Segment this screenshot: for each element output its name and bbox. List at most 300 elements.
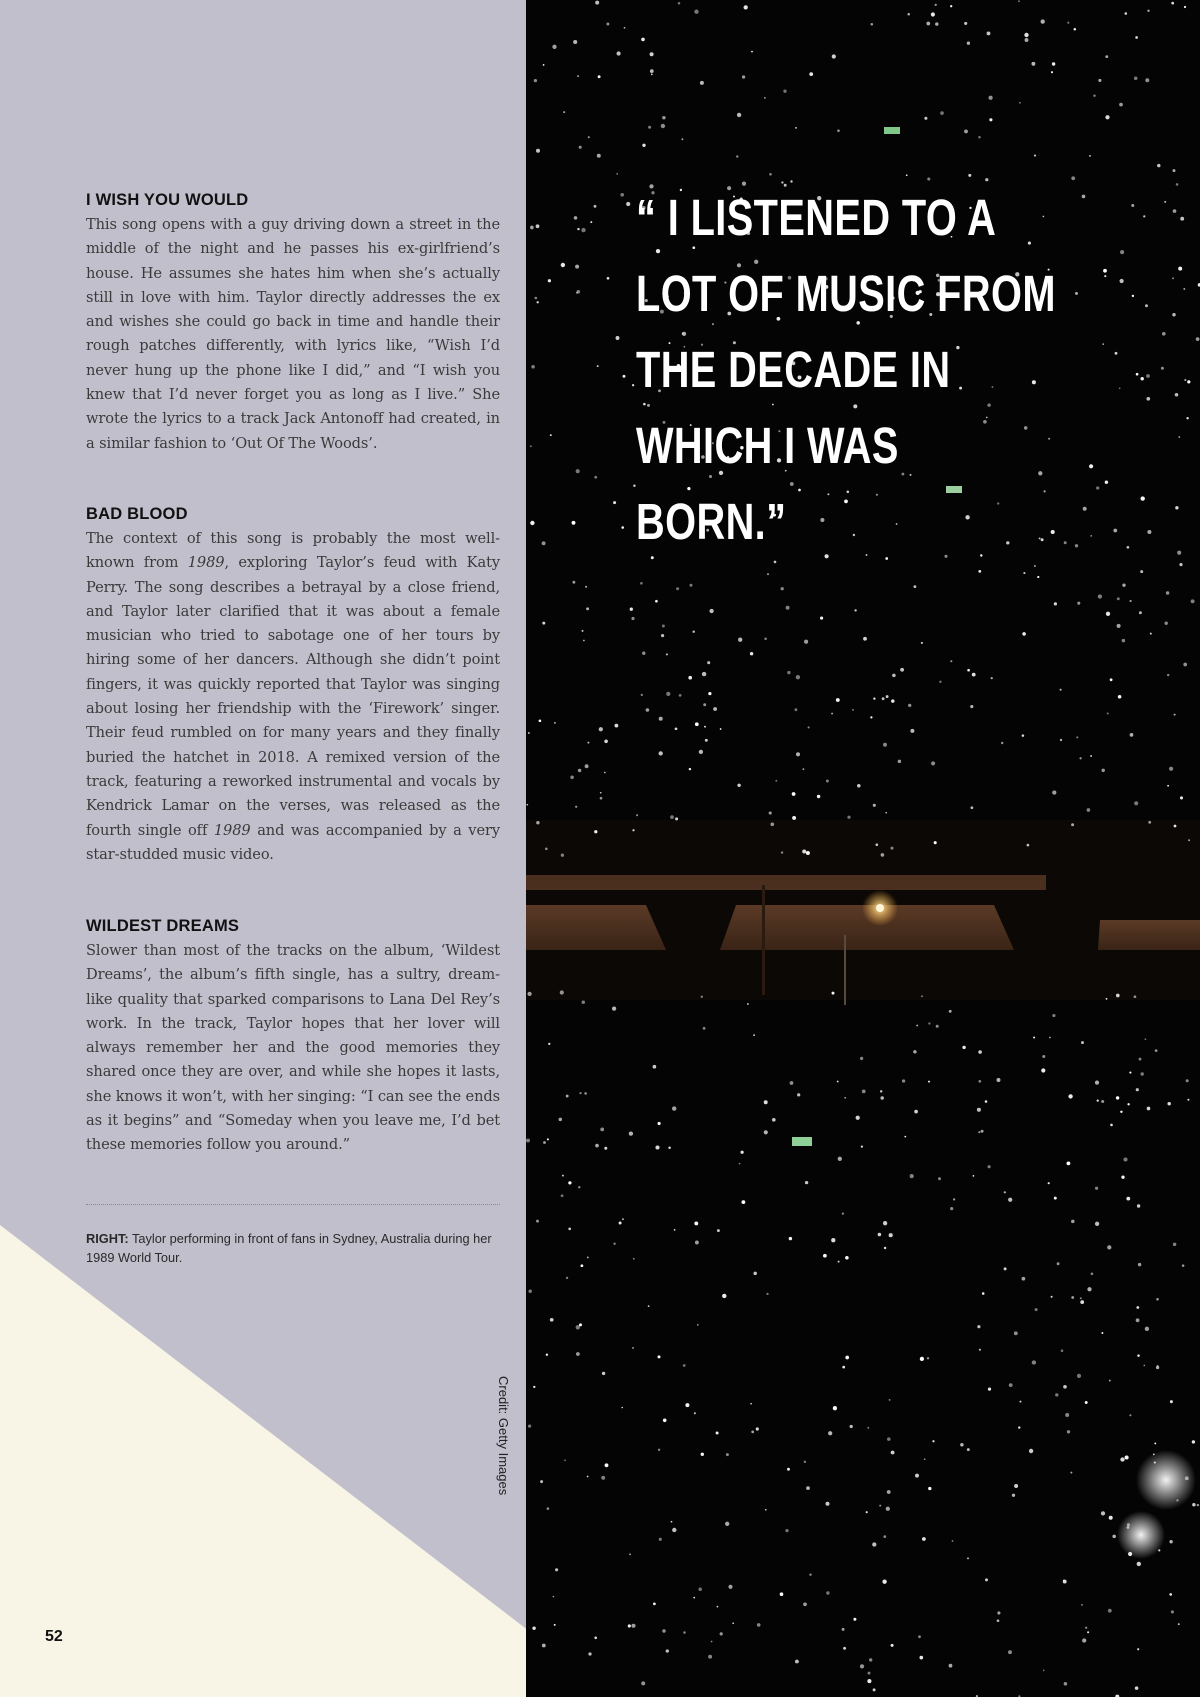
crowd-light <box>1063 1385 1067 1389</box>
crowd-light <box>1167 785 1169 787</box>
crowd-light <box>1022 734 1025 737</box>
crowd-light <box>1184 379 1186 381</box>
crowd-light <box>873 804 876 807</box>
crowd-light <box>1066 1161 1070 1165</box>
crowd-light <box>588 1652 591 1655</box>
crowd-light <box>1131 204 1134 207</box>
crowd-light <box>950 1207 953 1210</box>
crowd-light <box>775 780 777 782</box>
crowd-light <box>902 1079 905 1082</box>
crowd-light <box>629 1553 631 1555</box>
crowd-light <box>860 1057 863 1060</box>
crowd-light <box>842 1212 844 1214</box>
crowd-light <box>1158 1549 1160 1551</box>
crowd-light <box>1048 1182 1050 1184</box>
crowd-light <box>1089 155 1091 157</box>
crowd-light <box>1101 769 1104 772</box>
crowd-light <box>547 1138 549 1140</box>
crowd-light <box>878 1233 882 1237</box>
crowd-light <box>546 1354 548 1356</box>
crowd-light <box>1176 1499 1178 1501</box>
crowd-light <box>1136 1318 1140 1322</box>
crowd-light <box>1184 6 1186 8</box>
crowd-light <box>1090 535 1092 537</box>
crowd-light <box>739 1163 741 1165</box>
crowd-light <box>790 1081 794 1085</box>
crowd-light <box>792 816 796 820</box>
crowd-light <box>747 1003 749 1005</box>
crowd-light <box>826 1591 829 1594</box>
crowd-light <box>1136 373 1139 376</box>
crowd-light <box>678 2 681 5</box>
crowd-light <box>1004 1267 1007 1270</box>
crowd-light <box>1171 2 1174 5</box>
crowd-light <box>844 1097 846 1099</box>
crowd-light <box>576 1325 580 1329</box>
crowd-light <box>1171 1610 1174 1613</box>
crowd-light <box>709 609 713 613</box>
crowd-light <box>725 1522 729 1526</box>
crowd-light <box>765 1509 767 1511</box>
crowd-light <box>981 1130 984 1133</box>
crowd-light <box>695 722 699 726</box>
crowd-light <box>622 1218 624 1220</box>
crowd-light <box>914 1110 918 1114</box>
crowd-light <box>1112 1535 1116 1539</box>
crowd-light <box>577 290 581 294</box>
crowd-light <box>1075 544 1078 547</box>
crowd-light <box>898 760 901 763</box>
crowd-light <box>853 1618 856 1621</box>
crowd-light <box>528 1424 531 1427</box>
crowd-light <box>741 1200 745 1204</box>
crowd-light <box>693 1597 695 1599</box>
crowd-light <box>683 1364 686 1367</box>
crowd-light <box>806 1486 810 1490</box>
crowd-light <box>842 1628 845 1631</box>
crowd-light <box>1178 436 1180 438</box>
crowd-light <box>882 697 885 700</box>
crowd-light <box>668 1147 671 1150</box>
crowd-light <box>1042 1055 1045 1058</box>
crowd-light <box>1134 995 1137 998</box>
crowd-light <box>1085 1627 1087 1629</box>
crowd-light <box>908 704 911 707</box>
crowd-light <box>1155 1049 1158 1052</box>
crowd-light <box>744 5 748 9</box>
crowd-light <box>764 97 766 99</box>
crowd-light <box>658 1449 660 1451</box>
crowd-light <box>700 81 704 85</box>
crowd-light <box>876 843 879 846</box>
crowd-light <box>1135 36 1138 39</box>
crowd-light <box>701 996 703 998</box>
crowd-light <box>1145 304 1148 307</box>
crowd-light <box>997 1611 1000 1614</box>
crowd-light <box>548 1043 550 1045</box>
crowd-light <box>542 1644 546 1648</box>
crowd-light <box>1091 1272 1094 1275</box>
crowd-light <box>1052 62 1055 65</box>
crowd-light <box>1106 998 1108 1000</box>
crowd-light <box>526 1138 530 1142</box>
crowd-light <box>590 221 592 223</box>
crowd-light <box>843 1647 846 1650</box>
crowd-light <box>655 600 658 603</box>
crowd-light <box>838 1261 840 1263</box>
crowd-light <box>808 726 810 728</box>
crowd-light <box>978 1080 981 1083</box>
crowd-light <box>532 1626 535 1629</box>
crowd-light <box>750 1403 752 1405</box>
crowd-light <box>1140 1072 1143 1075</box>
crowd-light <box>1117 597 1120 600</box>
crowd-light <box>577 228 579 230</box>
crowd-light <box>770 822 774 826</box>
crowd-light <box>783 90 786 93</box>
crowd-light <box>1031 62 1035 66</box>
crowd-light <box>1106 612 1110 616</box>
crowd-light <box>1095 1222 1099 1226</box>
crowd-light <box>1191 599 1195 603</box>
crowd-light <box>887 1490 891 1494</box>
crowd-light <box>1101 1332 1103 1334</box>
crowd-light <box>1129 1414 1131 1416</box>
crowd-light <box>681 138 683 140</box>
crowd-light <box>550 1318 554 1322</box>
crowd-light <box>1052 1014 1055 1017</box>
crowd-light <box>915 1474 919 1478</box>
crowd-light <box>1128 1552 1132 1556</box>
crowd-light <box>795 127 797 129</box>
crowd-light <box>949 1664 953 1668</box>
crowd-light <box>1087 1287 1091 1291</box>
crowd-light <box>792 792 796 796</box>
crowd-light <box>870 716 872 718</box>
crowd-light <box>600 792 602 794</box>
crowd-light <box>988 1165 991 1168</box>
crowd-light <box>585 764 589 768</box>
crowd-light <box>795 708 798 711</box>
crowd-light <box>991 677 993 679</box>
crowd-light <box>857 784 861 788</box>
crowd-light <box>704 726 706 728</box>
crowd-light <box>997 1619 1000 1622</box>
crowd-light <box>988 1388 991 1391</box>
crowd-light <box>867 1679 871 1683</box>
crowd-light <box>1138 1263 1141 1266</box>
crowd-light <box>621 1407 623 1409</box>
crowd-light <box>805 1181 808 1184</box>
crowd-light <box>1120 250 1124 254</box>
crowd-light <box>1148 821 1151 824</box>
crowd-light <box>662 1629 665 1632</box>
crowd-light <box>1087 808 1091 812</box>
crowd-light <box>1122 584 1125 587</box>
crowd-light <box>1127 1523 1130 1526</box>
crowd-light <box>543 1141 546 1144</box>
crowd-light <box>920 1357 924 1361</box>
crowd-light <box>932 1440 934 1442</box>
crowd-light <box>861 1145 863 1147</box>
crowd-light <box>967 1448 970 1451</box>
crowd-light <box>717 1229 720 1232</box>
crowd-light <box>904 1136 906 1138</box>
crowd-light <box>1087 1631 1089 1633</box>
crowd-light <box>977 1325 980 1328</box>
crowd-light <box>1065 1413 1069 1417</box>
crowd-light <box>781 851 783 853</box>
crowd-light <box>862 1090 866 1094</box>
crowd-light <box>579 146 582 149</box>
crowd-light <box>537 301 539 303</box>
crowd-light <box>1064 541 1067 544</box>
crowd-light <box>952 1540 954 1542</box>
crowd-light <box>971 806 974 809</box>
crowd-light <box>891 1644 894 1647</box>
crowd-light <box>587 1256 589 1258</box>
crowd-light <box>552 45 556 49</box>
crowd-light <box>663 1419 667 1423</box>
crowd-light <box>1023 572 1025 574</box>
crowd-light <box>1107 1245 1111 1249</box>
crowd-light <box>629 1131 633 1135</box>
crowd-light <box>1121 1176 1124 1179</box>
crowd-light <box>781 587 784 590</box>
crowd-light <box>1022 1277 1026 1281</box>
crowd-light <box>842 1366 845 1369</box>
crowd-light <box>1140 570 1143 573</box>
crowd-light <box>694 1221 698 1225</box>
crowd-light <box>615 724 619 728</box>
crowd-light <box>1150 633 1152 635</box>
crowd-light <box>1080 1297 1082 1299</box>
crowd-light <box>1169 767 1173 771</box>
crowd-light <box>533 1386 535 1388</box>
crowd-light <box>1177 551 1181 555</box>
crowd-light <box>683 1631 686 1634</box>
crowd-light <box>809 72 813 76</box>
crowd-light <box>613 1243 615 1245</box>
crowd-light <box>1182 1264 1185 1267</box>
crowd-light <box>1169 1540 1172 1543</box>
crowd-light <box>809 1573 811 1575</box>
crowd-light <box>924 117 927 120</box>
crowd-light <box>926 22 930 26</box>
crowd-light <box>927 1357 929 1359</box>
crowd-light <box>1103 269 1107 273</box>
crowd-light <box>1115 352 1118 355</box>
crowd-light <box>624 27 626 29</box>
crowd-light <box>774 561 777 564</box>
crowd-light <box>1120 1457 1124 1461</box>
crowd-light <box>1063 1580 1065 1582</box>
crowd-light <box>555 1568 558 1571</box>
crowd-light <box>1093 94 1095 96</box>
crowd-light <box>707 661 710 664</box>
crowd-light <box>598 75 601 78</box>
crowd-light <box>1166 591 1169 594</box>
crowd-light <box>742 75 745 78</box>
crowd-light <box>962 1046 965 1049</box>
crowd-light <box>1120 1111 1122 1113</box>
crowd-light <box>675 727 678 730</box>
crowd-light <box>1172 277 1174 279</box>
crowd-light <box>531 365 535 369</box>
crowd-light <box>1054 1197 1057 1200</box>
crowd-light <box>889 1399 891 1401</box>
crowd-light <box>659 751 663 755</box>
crowd-light <box>604 740 608 744</box>
crowd-light <box>1101 1511 1105 1515</box>
crowd-light <box>1077 602 1080 605</box>
crowd-light <box>935 4 937 6</box>
crowd-light <box>751 51 753 53</box>
crowd-light <box>536 224 540 228</box>
crowd-light <box>1137 1562 1141 1566</box>
crowd-light <box>1173 209 1177 213</box>
crowd-light <box>1051 1296 1053 1298</box>
crowd-light <box>884 1247 886 1249</box>
crowd-light <box>732 1622 734 1624</box>
crowd-light <box>576 469 580 473</box>
crowd-light <box>919 1656 923 1660</box>
crowd-light <box>697 1324 699 1326</box>
crowd-light <box>672 1106 676 1110</box>
crowd-light <box>562 1175 564 1177</box>
crowd-light <box>769 173 772 176</box>
section-body-bad-blood: The context of this song is probably the most well-known from 1989, exploring Taylor’s feud with Katy Perry. The song describes a betrayal by a close friend, and Taylor later clarified that it was about a female musician who tried to sabotage one of her tours by hiring some of her dancers. Although she didn’t point fingers, it was quickly reported that Taylor was singing about losing her friendship with the ‘Firework’ singer. Their feud rumbled on for many years and they finally buried the hatchet in 2018. A remixed version of the track, featuring a reworked instrumental and vocals by Kendrick Lamar on the verses, was released as the fourth single off 1989 and was accompanied by a very star-studded music video. <box>86 530 501 863</box>
crowd-light <box>786 606 790 610</box>
crowd-light <box>626 202 630 206</box>
crowd-light <box>756 1427 759 1430</box>
crowd-light <box>906 174 908 176</box>
crowd-light <box>1027 844 1030 847</box>
crowd-light <box>863 637 867 641</box>
crowd-light <box>1077 1374 1081 1378</box>
crowd-light <box>1105 480 1108 483</box>
crowd-light <box>1139 611 1142 614</box>
crowd-light <box>653 1065 657 1069</box>
crowd-light <box>631 617 634 620</box>
crowd-light <box>648 1305 650 1307</box>
crowd-light <box>1071 176 1075 180</box>
crowd-light <box>988 96 992 100</box>
crowd-light <box>594 205 597 208</box>
crowd-light <box>928 1081 930 1083</box>
crowd-light <box>856 1116 860 1120</box>
crowd-light <box>1169 1593 1172 1596</box>
crowd-light <box>1167 674 1169 676</box>
crowd-light <box>713 707 717 711</box>
crowd-light <box>1025 38 1029 42</box>
crowd-light <box>950 5 952 7</box>
crowd-light <box>578 1186 580 1188</box>
crowd-light <box>831 1238 835 1242</box>
crowd-light <box>1113 529 1117 533</box>
crowd-light <box>662 625 665 628</box>
crowd-light <box>646 708 650 712</box>
crowd-light <box>736 155 738 157</box>
crowd-light <box>542 622 545 625</box>
crowd-light <box>542 541 546 545</box>
crowd-light <box>860 1664 864 1668</box>
crowd-light <box>720 728 722 730</box>
crowd-light <box>671 1521 673 1523</box>
crowd-light <box>1130 733 1134 737</box>
crowd-light <box>588 136 590 138</box>
crowd-light <box>577 75 579 77</box>
crowd-light <box>568 1228 571 1231</box>
crowd-light <box>750 652 753 655</box>
crowd-light <box>1132 295 1134 297</box>
crowd-light <box>1145 78 1149 82</box>
crowd-light <box>586 607 589 610</box>
crowd-light <box>978 1131 980 1133</box>
crowd-light <box>935 22 938 25</box>
crowd-light <box>1164 201 1166 203</box>
crowd-light <box>1067 22 1069 24</box>
crowd-light <box>938 1177 941 1180</box>
crowd-light <box>703 1027 706 1030</box>
crowd-light <box>890 847 893 850</box>
crowd-light <box>658 1122 661 1125</box>
crowd-light <box>1183 288 1185 290</box>
crowd-light <box>1180 796 1183 799</box>
crowd-light <box>539 719 542 722</box>
crowd-light <box>1071 823 1074 826</box>
crowd-light <box>728 1585 732 1589</box>
crowd-light <box>564 1459 566 1461</box>
crowd-light <box>852 709 854 711</box>
crowd-light <box>536 1220 539 1223</box>
crowd-light <box>1001 742 1003 744</box>
crowd-light <box>584 1092 587 1095</box>
crowd-light <box>1057 1262 1060 1265</box>
crowd-light <box>883 1535 886 1538</box>
crowd-light <box>1136 1306 1139 1309</box>
crowd-light <box>804 640 808 644</box>
crowd-light <box>601 1476 605 1480</box>
crowd-light <box>1176 183 1179 186</box>
crowd-light <box>924 1458 926 1460</box>
crowd-light <box>594 830 597 833</box>
crowd-light <box>1107 712 1109 714</box>
crowd-light <box>887 1437 891 1441</box>
crowd-light <box>832 54 836 58</box>
crowd-light <box>928 1487 931 1490</box>
crowd-light <box>1174 825 1177 828</box>
crowd-light <box>1067 1430 1070 1433</box>
crowd-light <box>1119 279 1123 283</box>
crowd-light <box>1035 1308 1038 1311</box>
crowd-light <box>631 1624 635 1628</box>
crowd-light <box>695 1241 699 1245</box>
crowd-light <box>559 1118 563 1122</box>
crowd-light <box>1043 1670 1045 1672</box>
crowd-light <box>907 13 910 16</box>
crowd-light <box>1014 1484 1018 1488</box>
crowd-light <box>1081 1041 1084 1044</box>
crowd-light <box>880 1090 882 1092</box>
crowd-light <box>1134 77 1138 81</box>
crowd-light <box>597 365 599 367</box>
crowd-light <box>867 1427 869 1429</box>
crowd-light <box>1041 1068 1045 1072</box>
crowd-light <box>968 174 971 177</box>
crowd-light <box>612 1006 616 1010</box>
crowd-light <box>1172 313 1175 316</box>
